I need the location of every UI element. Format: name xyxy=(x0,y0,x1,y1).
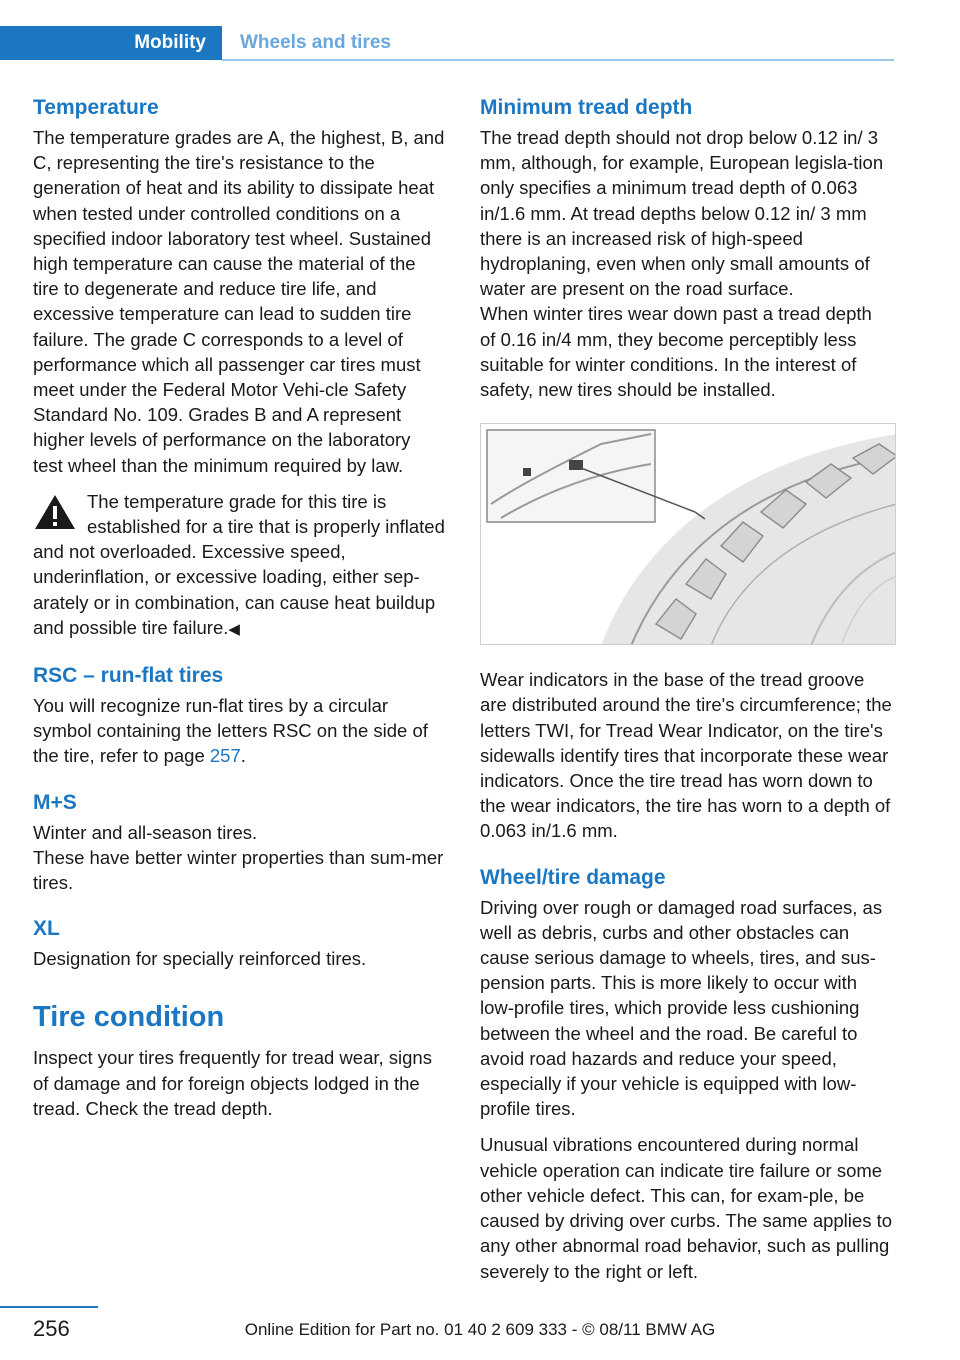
page-number: 256 xyxy=(33,1316,70,1341)
xl-heading: XL xyxy=(33,917,60,941)
damage-body2: Unusual vibrations encountered during normal vehicle operation can indicate tire failure or some other vehicle defect. This can, for exam-ple, be caused by driving over curbs. The same applies to any other abnormal road behavior, such as pulling severely to the right or left. xyxy=(480,1134,893,1282)
footer-rule xyxy=(0,1306,98,1308)
damage-heading: Wheel/tire damage xyxy=(480,865,666,889)
left-column xyxy=(33,94,445,1121)
warning-triangle-icon xyxy=(33,493,77,531)
wear-indicator-text: Wear indicators in the base of the tread groove are distributed around the tire's circumference; the letters TWI, for Tread Wear Indicator, on the tire's sidewalls identify tires that incorporate these wear indicators. Once the tire tread has worn down to the wear indicators, the tire has worn to a depth of 0.063 in/1.6 mm. xyxy=(480,669,892,842)
right-column xyxy=(480,94,892,1284)
page-257-link[interactable]: 257 xyxy=(209,745,241,767)
warning-text: The temperature grade for this tire is established for a tire that is properly inflated and not overloaded. Excessive speed, underinflation, or excessive loading, either sep-arately or in combination, can cause heat buildup and possible tire failure. xyxy=(33,490,445,638)
tread-wear-indicator-figure xyxy=(480,423,896,645)
section-title: Wheels and tires xyxy=(240,32,391,53)
tire-illustration xyxy=(481,424,896,645)
temperature-warning xyxy=(33,489,445,642)
tire-condition-body: Inspect your tires frequently for tread wear, signs of damage and for foreign objects lodged in the tread. Check the tread depth. xyxy=(33,1047,432,1119)
end-mark-icon: ◀ xyxy=(228,620,240,638)
ms-line2: These have better winter properties than sum-mer tires. xyxy=(33,846,444,894)
damage-body1: Driving over rough or damaged road surfaces, as well as debris, curbs and other obstacles can cause serious damage to wheels, tires, and sus-pension parts. This is more likely to occur with low-profile tires, which provide less cushioning between the wheel and the road. Be careful to avoid road hazards and reduce your speed, especially if your vehicle is equipped with low-profile tires. xyxy=(480,896,883,1120)
temperature-heading: Temperature xyxy=(33,96,159,119)
chapter-tab xyxy=(0,26,222,60)
edition-footer: Online Edition for Part no. 01 40 2 609 333 - © 08/11 BMW AG xyxy=(244,1320,716,1339)
temperature-body: The temperature grades are A, the highest, B, and C, representing the tire's resistance to the generation of heat and its ability to dissipate heat when tested under controlled conditions on a specified indoor laboratory test wheel. Sustained high temperature can cause the material of the tire to degenerate and reduce tire life, and excessive temperature can lead to sudden tire failure. The grade C corresponds to a level of performance which all passenger car tires must meet under the Federal Motor Vehi-cle Safety Standard No. 109. Grades B and A represent higher levels of performance on the laboratory test wheel than the minimum required by law. xyxy=(33,127,445,476)
rsc-heading: RSC – run-flat tires xyxy=(33,664,224,688)
min-tread-heading: Minimum tread depth xyxy=(480,96,693,119)
xl-body: Designation for specially reinforced tires. xyxy=(33,948,367,970)
min-tread-body2: When winter tires wear down past a tread depth of 0.16 in/4 mm, they become perceptibly less suitable for winter conditions. In the interest of safety, new tires should be installed. xyxy=(480,303,872,401)
min-tread-body1: The tread depth should not drop below 0.12 in/ 3 mm, although, for example, European legisla-tion only specifies a minimum tread depth of 0.063 in/1.6 mm. At tread depths below 0.12 in/ 3 mm there is an increased risk of high-speed hydroplaning, even when only small amounts of water are present on the road surface. xyxy=(480,127,884,300)
chapter-label: Mobility xyxy=(134,32,206,53)
ms-heading: M+S xyxy=(33,790,77,814)
ms-line1: Winter and all-season tires. xyxy=(33,821,258,843)
header-divider xyxy=(222,59,894,61)
rsc-body: You will recognize run-flat tires by a circular symbol containing the letters RSC on the side of the tire, refer to page 257. xyxy=(33,695,428,767)
tire-condition-heading: Tire condition xyxy=(33,1001,225,1034)
